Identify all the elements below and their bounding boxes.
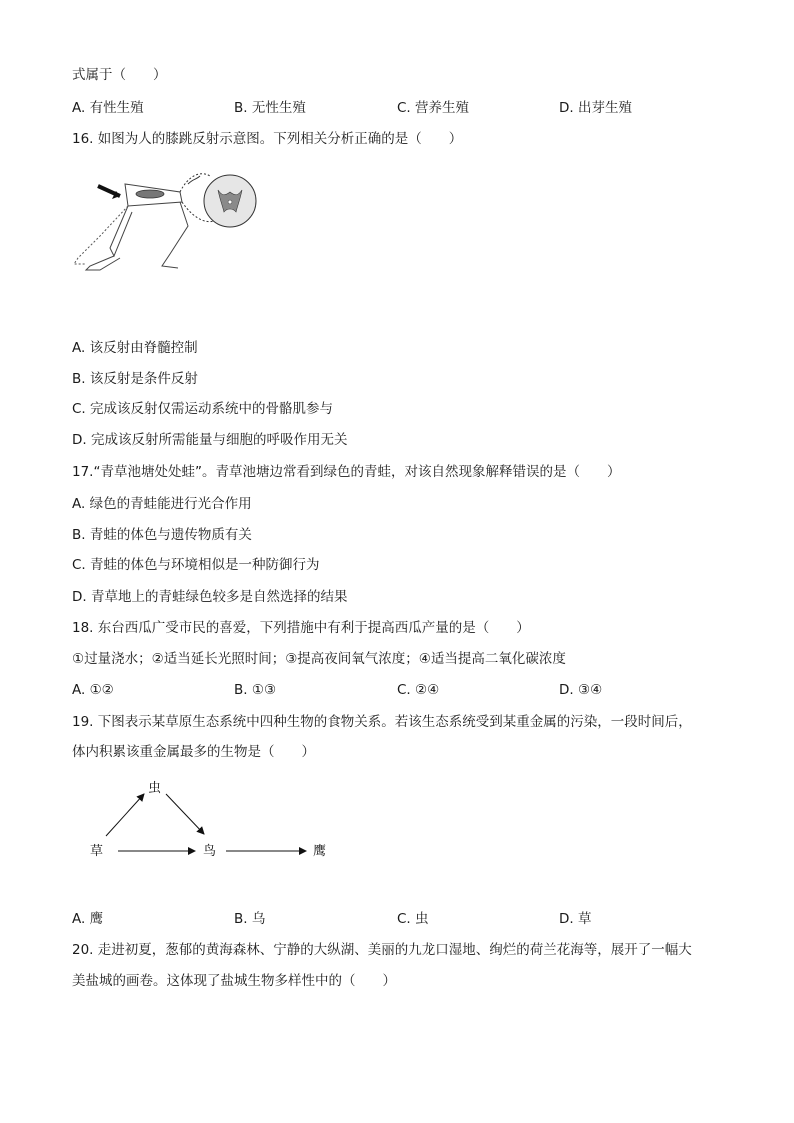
arrow-insect-to-bird xyxy=(166,794,204,834)
q19-stem-line2: 体内积累该重金属最多的生物是（ ） xyxy=(72,744,315,760)
q15-option-a: A. 有性生殖 xyxy=(72,100,144,116)
q18-measures: ①过量浇水；②适当延长光照时间；③提高夜间氧气浓度；④适当提高二氧化碳浓度 xyxy=(72,651,566,667)
arrow-grass-to-insect xyxy=(106,794,144,836)
q17-stem: 17.“青草池塘处处蛙”。青草池塘边常看到绿色的青蛙，对该自然现象解释错误的是（ ） xyxy=(72,464,621,480)
node-hawk: 鹰 xyxy=(313,844,327,859)
q17-option-c: C. 青蛙的体色与环境相似是一种防御行为 xyxy=(72,557,320,573)
q16-option-d: D. 完成该反射所需能量与细胞的呼吸作用无关 xyxy=(72,432,348,448)
q15-option-d: D. 出芽生殖 xyxy=(559,100,632,116)
q17-option-d: D. 青草地上的青蛙绿色较多是自然选择的结果 xyxy=(72,589,348,605)
q19-option-c: C. 虫 xyxy=(397,911,429,927)
q16-option-a: A. 该反射由脊髓控制 xyxy=(72,340,198,356)
q18-option-d: D. ③④ xyxy=(559,682,603,698)
q16-stem: 16. 如图为人的膝跳反射示意图。下列相关分析正确的是（ ） xyxy=(72,131,463,147)
q15-option-c: C. 营养生殖 xyxy=(397,100,470,116)
q15-stem-tail: 式属于（ ） xyxy=(72,67,167,83)
knee-jerk-reflex-figure xyxy=(70,166,270,276)
node-grass: 草 xyxy=(90,844,104,859)
q16-option-b: B. 该反射是条件反射 xyxy=(72,371,198,387)
q18-stem: 18. 东台西瓜广受市民的喜爱，下列措施中有利于提高西瓜产量的是（ ） xyxy=(72,620,530,636)
q17-option-a: A. 绿色的青蛙能进行光合作用 xyxy=(72,496,252,512)
q15-option-b: B. 无性生殖 xyxy=(234,100,306,116)
q19-stem-line1: 19. 下图表示某草原生态系统中四种生物的食物关系。若该生态系统受到某重金属的污染，一段时间后， xyxy=(72,714,692,730)
q17-option-b: B. 青蛙的体色与遗传物质有关 xyxy=(72,527,252,543)
q19-option-a: A. 鹰 xyxy=(72,911,104,927)
q20-stem-line1: 20. 走进初夏，葱郁的黄海森林、宁静的大纵湖、美丽的九龙口湿地、绚烂的荷兰花海等，展开了一幅大 xyxy=(72,942,692,958)
q16-option-c: C. 完成该反射仅需运动系统中的骨骼肌参与 xyxy=(72,401,334,417)
q19-option-d: D. 草 xyxy=(559,911,592,927)
q18-option-c: C. ②④ xyxy=(397,682,440,698)
q18-option-b: B. ①③ xyxy=(234,682,277,698)
q18-option-a: A. ①② xyxy=(72,682,114,698)
food-web-diagram xyxy=(80,772,340,867)
q20-stem-line2: 美盐城的画卷。这体现了盐城生物多样性中的（ ） xyxy=(72,973,396,989)
node-bird: 鸟 xyxy=(203,844,217,859)
node-insect: 虫 xyxy=(148,781,162,796)
q19-option-b: B. 乌 xyxy=(234,911,266,927)
